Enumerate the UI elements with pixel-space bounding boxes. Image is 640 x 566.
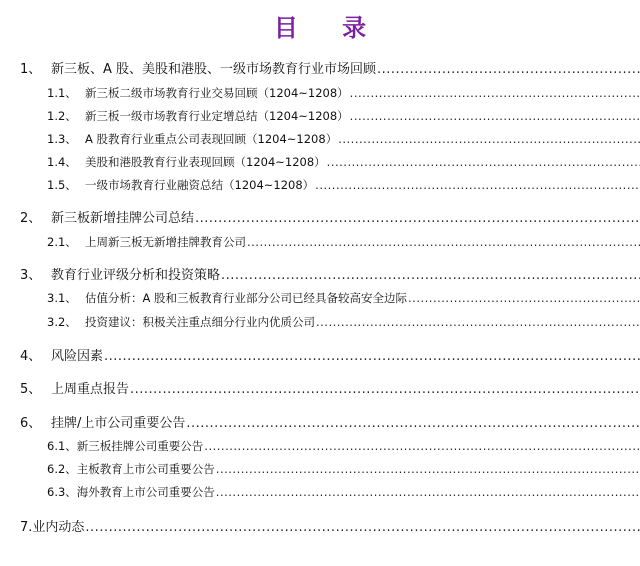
toc-entry-5[interactable] bbox=[20, 378, 640, 397]
dot-leader bbox=[338, 132, 640, 146]
toc-entry-title: 新三板、A 股、美股和港股、一级市场教育行业市场回顾 bbox=[51, 62, 377, 77]
toc-entry-title: 一级市场教育行业融资总结（1204~1208） bbox=[85, 178, 315, 192]
toc-entry-title: 估值分析：A 股和三板教育行业部分公司已经具备较高安全边际 bbox=[85, 291, 408, 305]
toc-entry-title: 新三板二级市场教育行业交易回顾（1204~1208） bbox=[85, 86, 349, 100]
dot-leader bbox=[327, 155, 640, 169]
toc-entry-title: 新三板新增挂牌公司总结 bbox=[51, 211, 195, 226]
toc-entry-number: 3.1、 bbox=[47, 291, 77, 305]
toc-entry-title: 业内动态 bbox=[32, 520, 85, 535]
dot-leader bbox=[350, 86, 640, 100]
toc-entry-7[interactable] bbox=[20, 516, 640, 535]
toc-entry-number: 1.1、 bbox=[47, 86, 77, 100]
toc-entry-number: 1.2、 bbox=[47, 109, 77, 123]
toc-entry-2-1[interactable] bbox=[47, 234, 640, 250]
toc-entry-3-1[interactable] bbox=[47, 290, 640, 306]
toc-entry-number: 2、 bbox=[20, 211, 42, 226]
toc-entry-title: 海外教育上市公司重要公告 bbox=[76, 485, 215, 499]
toc-entry-number: 7. bbox=[20, 520, 33, 535]
dot-leader bbox=[247, 235, 640, 249]
toc-entry-number: 4、 bbox=[20, 349, 42, 364]
toc-entry-6-2[interactable] bbox=[47, 461, 640, 477]
toc-entry-1-5[interactable] bbox=[47, 177, 640, 193]
toc-entry-number: 5、 bbox=[20, 382, 42, 397]
toc-entry-title: 教育行业评级分析和投资策略 bbox=[51, 268, 221, 283]
toc-entry-number: 6、 bbox=[20, 416, 42, 431]
dot-leader bbox=[130, 382, 640, 397]
dot-leader bbox=[195, 211, 640, 226]
dot-leader bbox=[186, 416, 640, 431]
toc-entry-6[interactable] bbox=[20, 412, 640, 431]
toc-entry-number: 3、 bbox=[20, 268, 42, 283]
dot-leader bbox=[216, 485, 640, 499]
toc-entry-number: 3.2、 bbox=[47, 315, 77, 329]
dot-leader bbox=[221, 268, 640, 283]
toc-entry-title: 主板教育上市公司重要公告 bbox=[76, 462, 215, 476]
dot-leader bbox=[408, 291, 640, 305]
toc-entry-6-1[interactable] bbox=[47, 438, 640, 454]
dot-leader bbox=[85, 520, 640, 535]
toc-entry-6-3[interactable] bbox=[47, 484, 640, 500]
toc-entry-title: 新三板一级市场教育行业定增总结（1204~1208） bbox=[85, 109, 349, 123]
toc-entry-title: 风险因素 bbox=[51, 349, 104, 364]
toc-entry-title: 新三板挂牌公司重要公告 bbox=[76, 439, 204, 453]
toc-entry-number: 6.3、 bbox=[47, 485, 77, 499]
dot-leader bbox=[104, 349, 640, 364]
toc-entry-4[interactable] bbox=[20, 345, 640, 364]
toc-entry-title: 上周新三板无新增挂牌教育公司 bbox=[85, 235, 246, 249]
toc-entry-3-2[interactable] bbox=[47, 314, 640, 330]
dot-leader bbox=[216, 462, 640, 476]
toc-entry-title: 上周重点报告 bbox=[51, 382, 130, 397]
dot-leader bbox=[204, 439, 640, 453]
toc-entry-number: 1.5、 bbox=[47, 178, 77, 192]
toc-entry-number: 6.2、 bbox=[47, 462, 77, 476]
toc-entry-1[interactable] bbox=[20, 58, 640, 77]
toc-entry-number: 1.3、 bbox=[47, 132, 77, 146]
toc-entry-1-4[interactable] bbox=[47, 154, 640, 170]
toc-entry-number: 1.4、 bbox=[47, 155, 77, 169]
toc-entry-1-2[interactable] bbox=[47, 108, 640, 124]
toc-entry-2[interactable] bbox=[20, 207, 640, 226]
toc-entry-1-1[interactable] bbox=[47, 85, 640, 101]
toc-entry-number: 6.1、 bbox=[47, 439, 77, 453]
toc-entry-title: 投资建议：积极关注重点细分行业内优质公司 bbox=[85, 315, 315, 329]
dot-leader bbox=[316, 315, 640, 329]
toc-entry-1-3[interactable] bbox=[47, 131, 640, 147]
toc-entry-3[interactable] bbox=[20, 264, 640, 283]
toc-entry-title: 挂牌/上市公司重要公告 bbox=[51, 416, 186, 431]
toc-entry-number: 1、 bbox=[20, 62, 42, 77]
dot-leader bbox=[350, 109, 640, 123]
dot-leader bbox=[315, 178, 640, 192]
toc-entry-title: A 股教育行业重点公司表现回顾（1204~1208） bbox=[85, 132, 338, 146]
toc-entry-number: 2.1、 bbox=[47, 235, 77, 249]
toc-title: 目 录 bbox=[273, 13, 385, 42]
dot-leader bbox=[377, 62, 640, 77]
toc-entry-title: 美股和港股教育行业表现回顾（1204~1208） bbox=[85, 155, 326, 169]
